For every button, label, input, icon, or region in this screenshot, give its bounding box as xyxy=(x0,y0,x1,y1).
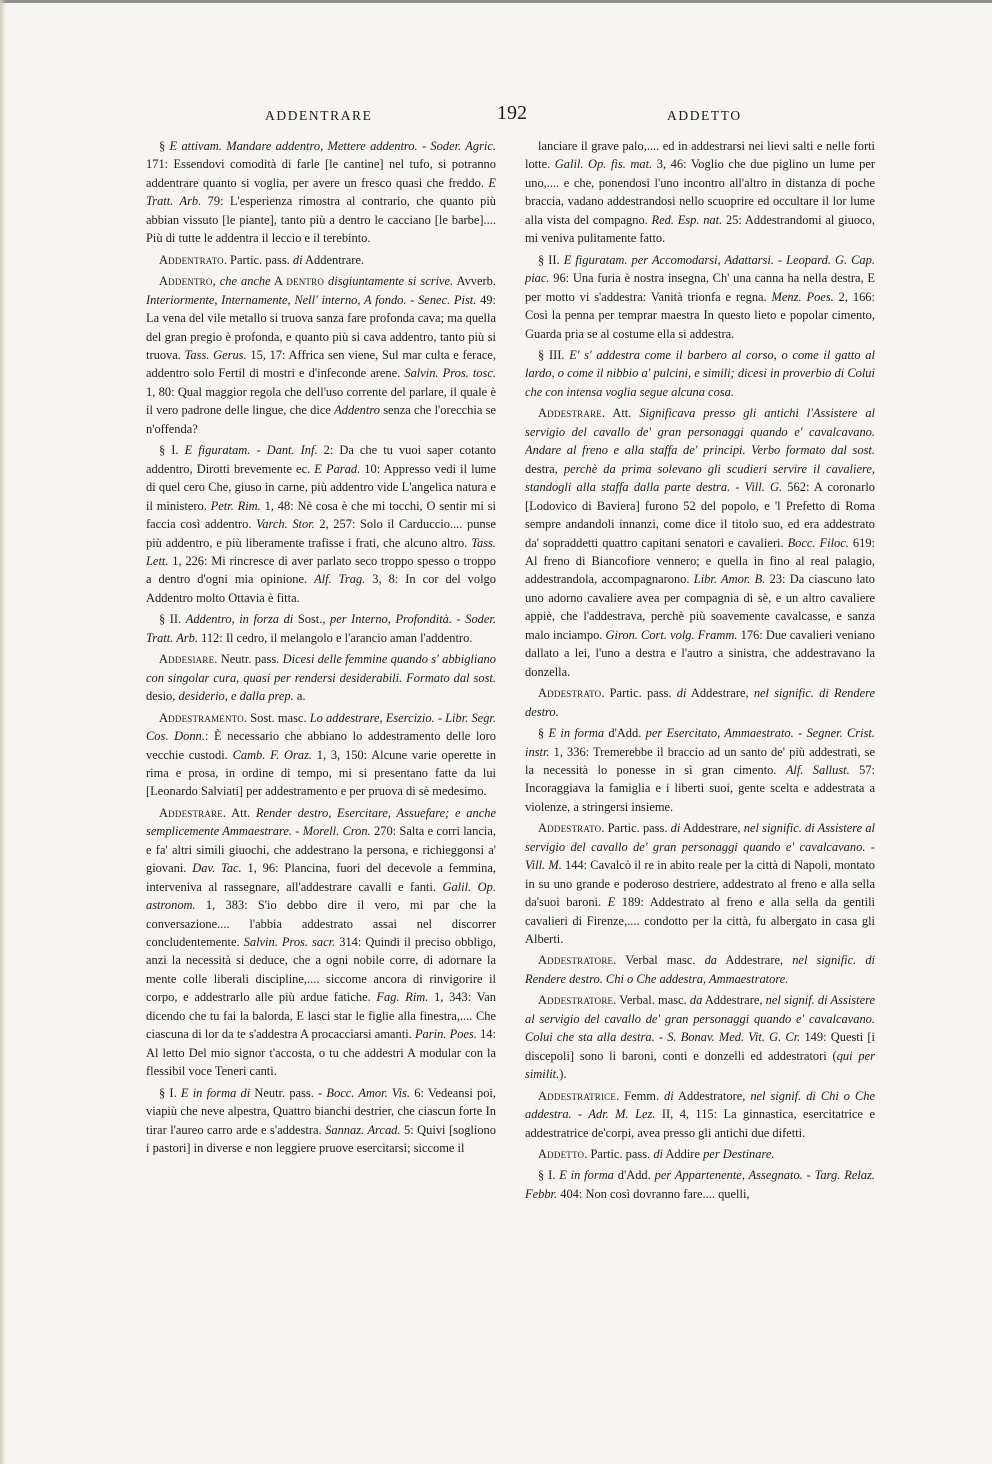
text-run: ). xyxy=(559,1067,567,1082)
text-run: Addestrare, xyxy=(686,686,754,701)
text-run: destra, xyxy=(525,461,564,476)
text-run: 619: Al freno di Biancofiore vennero; e quella in fino al real palagio, addestrandola, accompagnarono. xyxy=(525,535,875,587)
text-run: 314: Quindi il preciso obbligo, anzi la necessità si deduce, che a ogni nobile corre, di adornare la mente colle liberali discipline,.... siccome ancora di rinvigorire il corpo, e addestrarlo alle più ardue fatiche. xyxy=(146,935,496,1005)
dictionary-entry xyxy=(525,251,875,343)
text-run: 49: La vena del vile metallo si truova sanza fare profonda cava; ma quella del gran pregio è profonda, e quanto più si cava addentro, tanto più si truova. xyxy=(146,292,496,362)
headword: Addestratore xyxy=(538,993,614,1008)
text-run: 15, 17: Affrica sen viene, Sul mar culta e ferace, addentro solo Fertil di mostri e d'infeconde arene. xyxy=(146,347,496,381)
text-run: . Partic. pass. xyxy=(223,252,293,267)
italic-run: E figuratam. per Accomodarsi, Adattarsi. - Leopard. G. Cap. piac. xyxy=(525,252,875,286)
italic-run: nel signific. di Rendere destro. Chi o Che addestra, Ammaestratore. xyxy=(525,953,875,986)
italic-run: Galil. Op. fis. mat. xyxy=(554,157,653,172)
text-run: Avverb. xyxy=(453,274,496,289)
italic-run: di xyxy=(653,1147,663,1162)
italic-run: di xyxy=(292,252,303,267)
italic-run: Dav. Tac. xyxy=(192,861,242,876)
text-run: 1, 383: S'io debbo dire il vero, mi par che la conversazione.... l'abbia addestrato assai nel discorrer concludentemente. xyxy=(146,898,496,950)
italic-run: Varch. Stor. xyxy=(256,517,315,532)
text-run: 1, 80: Qual maggior regola che dell'uso corrente del parlare, il quale è il vero padrone delle lingue, che dice xyxy=(146,384,496,418)
headword: Addetto xyxy=(538,1147,585,1162)
dictionary-entry xyxy=(146,251,496,269)
text-run: . Femm. xyxy=(616,1088,665,1103)
italic-run: da xyxy=(704,953,717,968)
text-run: 2: Da che tu vuoi saper cotanto addentro, Dirotti brevemente ec. xyxy=(146,443,496,476)
headword: Addestrare xyxy=(159,805,223,820)
italic-run: da xyxy=(689,993,703,1008)
dictionary-entry xyxy=(525,1145,875,1163)
italic-run: nel signific. di Assistere al servigio del cavallo de' gran personaggi quando e' cavalcavano. - Vill. M. xyxy=(525,821,875,873)
dictionary-entry xyxy=(525,1087,875,1142)
headword: Addentrato xyxy=(159,252,224,267)
italic-run: Interiormente, Internamente, Nell' interno, A fondo. - Senec. Pist. xyxy=(146,292,477,307)
headword: Addestramento xyxy=(159,710,244,725)
text-run: 1, 96: Plancina, fuori del decevole a femmina, interveniva al rassegnare, all'addestrare cavalli e fanti. xyxy=(146,861,496,894)
dictionary-entry xyxy=(525,346,875,401)
text-run: 1, 343: Van dicendo che tu fai la balorda, E lasci star le figlie alla finestra,.... Che ciascuna di lor da te s'addestra A procacciarsi amanti. xyxy=(146,990,496,1042)
italic-run: Significava presso gli antichi l'Assistere al servigio del cavallo de' gran personaggi quando e' cavalcavano. Andare al freno e alla staffa de' principi. Verbo formato dal sost. xyxy=(525,406,875,458)
page-header xyxy=(145,102,840,132)
text-run: 1, 226: Mi rincresce di aver parlato seco troppo spesso o troppo a dentro d'ogni mia opinione. xyxy=(146,553,496,587)
text-run: 149: Questi [i discepoli] sono li baroni, conti e donzelli ed addestratori ( xyxy=(525,1030,875,1063)
italic-run: che anche xyxy=(219,274,271,289)
text-run: Addentrare. xyxy=(302,252,365,267)
text-run: d'Add. xyxy=(604,726,646,741)
page-number: 192 xyxy=(497,102,527,124)
italic-run: Addentro, in forza di xyxy=(185,612,294,627)
text-run: 3, 8: In cor del volgo Addentro molto Ottavia è fitta. xyxy=(146,572,496,605)
dictionary-entry xyxy=(146,1084,496,1158)
text-run: lanciare il grave palo,.... ed in addestrarsi nei lievi salti e nelle forti lotte. xyxy=(525,139,875,172)
italic-run: Salvin. Pros. sacr. xyxy=(243,935,336,950)
headword: Addestratore xyxy=(538,953,614,968)
right-column xyxy=(525,137,875,1322)
text-run: , xyxy=(212,274,220,289)
italic-run: nel signific. di Rendere destro. xyxy=(525,686,875,719)
text-run: 3, 46: Voglio che due piglino un lume per uno,.... e che, ponendosi l'uno incontro all'altro in distanza di poche braccia, vadano addestrandosi nello scuoprire ed occultare il lor lume alla vista del compagno. xyxy=(525,157,875,227)
dictionary-entry xyxy=(525,137,875,248)
italic-run: per Destinare. xyxy=(703,1147,775,1162)
italic-run: Salvin. Pros. tosc. xyxy=(404,366,496,381)
italic-run: nel signif. di Chi o Che addestra. - Adr. M. Lez. xyxy=(525,1088,875,1122)
italic-run: E attivam. Mandare addentro, Mettere addentro. - Soder. Agric. xyxy=(169,139,496,153)
italic-run: Render destro, Esercitare, Assuefare; e anche semplicemente Ammaestrare. - Morell. Cron. xyxy=(146,805,496,839)
italic-run: E figuratam. - Dant. Inf. xyxy=(184,443,318,458)
text-run: 1, 336: Tremerebbe il braccio ad un santo de' più addestrati, se la necessità lo ponesse in sì gran cimento. xyxy=(525,744,875,777)
text-run: 10: Appresso vedi il lume di quel cero Che, giuso in carne, più addentro vide L'angelica natura e il ministero. xyxy=(146,461,496,513)
italic-run: Galil. Op. astronom. xyxy=(146,879,496,913)
italic-run: E in forma di xyxy=(180,1085,251,1100)
text-run: 23: Da ciascuno lato uno adorno cavaliere avea per compagnia di sè, e un altro cavaliere appiè, che l'addestrava, perchè più soavemente cavalcasse, e sanza malo inciampo. xyxy=(525,572,875,642)
italic-run: Tass. Lett. xyxy=(146,535,496,568)
text-run: 270: Salta e corri lancia, e fa' altri simili giuochi, che addestrano la persona, e richieggonsi a' giovani. xyxy=(146,824,496,876)
italic-run: Camb. F. Oraz. xyxy=(232,747,313,762)
italic-run: qui per similit. xyxy=(525,1048,875,1082)
text-run: § xyxy=(538,726,549,741)
italic-run: E xyxy=(607,895,616,910)
italic-run: Lo addestrare, Esercizio. - Libr. Segr. Cos. Donn. xyxy=(146,710,496,744)
text-run: 6: Vedeansi poi, viapiù che neve alpestra, Quattro bianchi destrier, che ciascun forte In tirar l'aureo carro arde e s'addestra. xyxy=(146,1085,496,1137)
text-run: Addestrare, xyxy=(717,953,793,968)
dictionary-entry xyxy=(146,610,496,647)
headword: dentro xyxy=(286,274,325,289)
italic-run: Bocc. Amor. Vis. xyxy=(326,1085,411,1100)
running-head-left: ADDENTRARE xyxy=(265,108,373,123)
text-run: . Verbal masc. xyxy=(613,953,705,968)
italic-run: per Esercitato, Ammaestrato. - Segner. Crist. instr. xyxy=(525,726,875,759)
text-run: 96: Una furia è nostra insegna, Ch' una canna ha nella destra, E per motto vi s'addestra: Vanità trionfa e regna. xyxy=(525,271,875,304)
text-run: 2, 166: Così la penna per temprar maestra In questo lieto e popolar cimento, Guarda pria se al costume ella si addestra. xyxy=(525,289,875,341)
text-run: II, 4, 115: La ginnastica, esercitatrice e addestratrice de'corpi, avea presso gli antichi due difetti. xyxy=(525,1107,875,1140)
headword: Addentro xyxy=(159,274,213,289)
text-run: Neutr. pass. - xyxy=(250,1085,327,1100)
italic-run: per Appartenente, Assegnato. - Targ. Relaz. Febbr. xyxy=(525,1168,875,1201)
headword: Addesiare xyxy=(159,652,215,667)
text-run: 2, 257: Solo il Carduccio.... punse più addentro, e più liberamente trafisse i frati, che alcuno altro. xyxy=(146,517,496,550)
text-run: § I. xyxy=(159,443,185,458)
italic-run: nel signif. di Assistere al servigio del cavallo de' gran personaggi quando e' cavalcavano. Colui che sta alla destra. - S. Bonav. Med. Vit. G. Cr. xyxy=(525,993,875,1045)
italic-run: desiderio, e dalla prep. xyxy=(178,689,294,704)
text-run: . Partic. pass. xyxy=(601,821,671,836)
italic-run: disgiuntamente si scrive. xyxy=(328,274,454,289)
italic-run: Alf. Sallust. xyxy=(785,762,850,777)
italic-run: Addentro xyxy=(334,403,380,418)
text-run: 1, 48: Nè cosa è che mi tocchi, O sentir mi si faccia così addentro. xyxy=(146,498,496,532)
text-run: 171: Essendovi comodità di farle [le cantine] nel tufo, si potranno addentrare quanto si voglia, per avere un fresco quasi che freddo. xyxy=(146,157,496,190)
text-run: senza che l'orecchia se n'offenda? xyxy=(146,403,496,436)
text-run: Addestrare, xyxy=(680,821,744,836)
dictionary-entry xyxy=(525,991,875,1083)
italic-run: Red. Esp. nat. xyxy=(651,212,723,227)
italic-run: per Interno, Profondità. - Soder. Tratt. Arb. xyxy=(146,612,496,645)
scan-top-edge xyxy=(0,0,992,3)
dictionary-entry xyxy=(146,441,496,607)
text-run: . Partic. pass. xyxy=(584,1147,654,1162)
text-run: 112: Il cedro, il melangolo e l'arancio aman l'addentro. xyxy=(197,630,473,645)
text-run: 176: Due cavalieri veniano dallato a lei, l'uno a destra e l'autro a sinistra, che addestravano la donzella. xyxy=(525,627,875,679)
text-run: 144: Cavalcò il re in abito reale per la città di Napoli, montato in su uno grande e poderoso destriere, addestrato al freno e alla sella da'suoi baroni. xyxy=(525,858,875,910)
text-run: 562: A coronarlo [Lodovico di Baviera] furono 52 del popolo, e 'l Prefetto di Roma sempre andandoli innanzi, come dice il titolo suo, ed era addestrato da' sopraddetti quattro capitani senatori e cavalieri. xyxy=(525,480,875,550)
italic-run: E Tratt. Arb. xyxy=(146,175,496,209)
text-run: 404: Non così dovranno fare.... quelli, xyxy=(557,1186,750,1201)
italic-run: E in forma xyxy=(548,726,605,741)
dictionary-entry xyxy=(525,724,875,816)
headword: Addestrato xyxy=(538,686,602,701)
text-run: § I. xyxy=(159,1085,181,1100)
italic-run: Libr. Amor. B. xyxy=(693,572,766,587)
text-run: 5: Quivi [sogliono i pastori] in diverse e non leggiere pruove esercitarsi; siccome il xyxy=(146,1122,496,1156)
text-run: § I. xyxy=(538,1168,560,1183)
dictionary-entry xyxy=(146,709,496,801)
italic-run: di xyxy=(670,821,681,836)
text-run: Addire xyxy=(663,1147,704,1162)
italic-run: Parin. Poes. xyxy=(414,1027,477,1042)
dictionary-entry xyxy=(146,804,496,1081)
text-run: 1, 3, 150: Alcune varie operette in rima e prosa, in ordine di tempo, mi si presentano fatte da lui [Leonardo Salviati] per addestramento e per pruova di sè medesimo. xyxy=(146,747,496,799)
text-run: Addestrare, xyxy=(702,993,766,1008)
dictionary-entry xyxy=(525,404,875,681)
italic-run: perchè da prima solevano gli scudieri servire il cavaliere, standogli alla staffa dalla parte destra. - Vill. G. xyxy=(525,461,875,495)
italic-run: di xyxy=(664,1088,674,1103)
text-run: . Neutr. pass. xyxy=(214,652,283,667)
text-run: d'Add. xyxy=(613,1168,655,1183)
text-run: § III. xyxy=(538,347,570,362)
italic-run: Dicesi delle femmine quando s' abbigliano con singolar cura, quasi per rendersi desiderabili. Formato dal sost. xyxy=(146,652,496,685)
text-run: a. xyxy=(293,689,306,704)
text-run: Addestratore, xyxy=(673,1088,751,1103)
text-run: 25: Addestrandomi al giuoco, mi veniva pulitamente fatto. xyxy=(525,212,875,246)
dictionary-entry xyxy=(525,951,875,988)
dictionary-entry xyxy=(525,684,875,721)
dictionary-entry xyxy=(525,819,875,948)
text-run: 57: Incoraggiava la famiglia e i liberti suoi, gente scelta e addestrata a violenze, a stringersi insieme. xyxy=(525,762,875,814)
italic-run: E' s' addestra come il barbero al corso, o come il gatto al lardo, o come il nibbio a' pulcini, e simili; dicesi in proverbio di Colui che con intensa voglia segue alcuna cosa. xyxy=(525,347,875,399)
text-run: . Sost. masc. xyxy=(243,710,310,725)
text-run: Sost., xyxy=(293,612,331,627)
italic-run: Bocc. Filoc. xyxy=(787,535,849,550)
text-run: 14: Al letto Del mio signor t'accosta, o tu che addestri A modular con la flessibil voce Teneri canti. xyxy=(146,1027,496,1079)
text-run: 189: Addestrato al freno e alla sella da gentili cavalieri di Firenze,.... condotto per la città, fu albergato in casa gli Alberti. xyxy=(525,895,875,947)
italic-run: Tass. Gerus. xyxy=(184,347,247,362)
italic-run: E in forma xyxy=(559,1168,614,1183)
italic-run: Sannaz. Arcad. xyxy=(325,1122,401,1137)
italic-run: E Parad. xyxy=(314,461,361,476)
dictionary-entry xyxy=(146,272,496,438)
italic-run: Fag. Rim. xyxy=(376,990,429,1005)
running-head-right: ADDETTO xyxy=(667,108,742,123)
text-run: 79: L'esperienza rimostra al contrario, che quanto più abbian vissuto [le piante], tanto più a dentro le cacciano [le barbe].... Più di tutte le addentra il leccio e il terebinto. xyxy=(146,194,496,246)
dictionary-entry xyxy=(146,137,496,248)
text-run: . Att. xyxy=(601,406,640,421)
text-run: A xyxy=(270,274,287,289)
headword: Addestrare xyxy=(538,406,602,421)
text-run: . Partic. pass. xyxy=(601,686,677,701)
italic-run: Menz. Poes. xyxy=(771,289,834,304)
headword: Addestratrice xyxy=(538,1088,617,1103)
italic-run: Petr. Rim. xyxy=(210,498,261,513)
headword: Addestrato xyxy=(538,821,602,836)
scan-left-shadow xyxy=(0,0,6,1464)
text-run: . Att. xyxy=(222,805,256,820)
text-run: § II. xyxy=(538,252,564,267)
text-run: desio, xyxy=(146,689,179,704)
text-run: § II. xyxy=(159,612,186,627)
left-column xyxy=(146,137,496,1322)
text-run: § xyxy=(159,139,170,153)
text-run: . Verbal. masc. xyxy=(613,993,690,1008)
italic-run: Alf. Trag. xyxy=(314,572,366,587)
dictionary-entry xyxy=(525,1166,875,1203)
italic-run: di xyxy=(676,686,687,701)
text-run: : È necessario che abbiano lo addestramento delle loro vecchie custodi. xyxy=(146,729,496,762)
italic-run: Giron. Cort. volg. Framm. xyxy=(605,627,738,642)
dictionary-entry xyxy=(146,650,496,705)
